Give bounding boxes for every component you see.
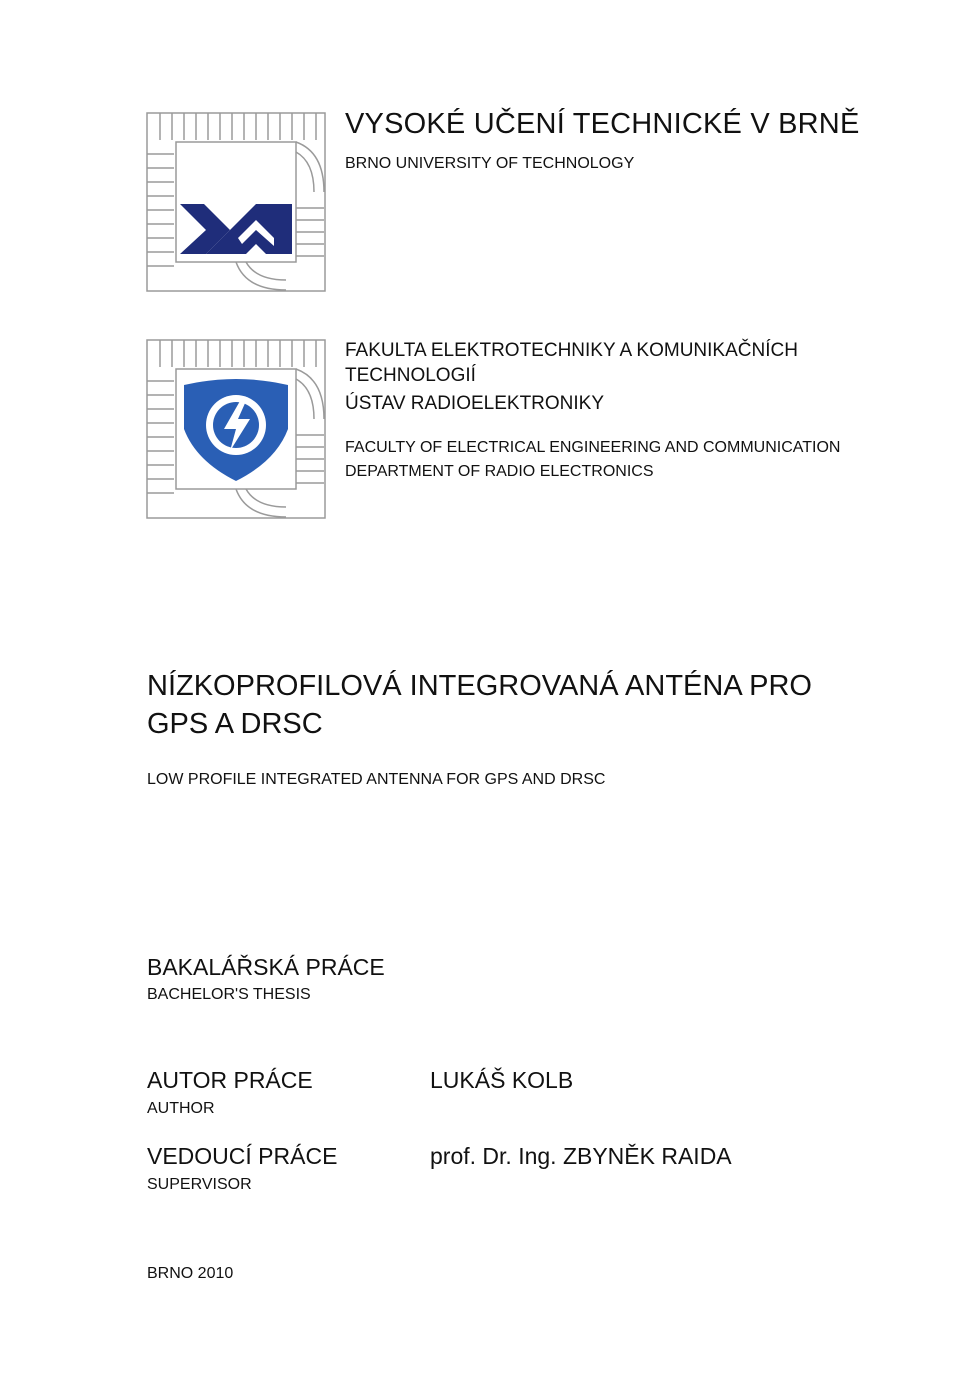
- author-label: AUTOR PRÁCE: [147, 1067, 313, 1093]
- thesis-title-cz-line2: GPS A DRSC: [147, 708, 323, 740]
- author-name: LUKÁŠ KOLB: [430, 1067, 574, 1093]
- place-year: BRNO 2010: [147, 1265, 234, 1282]
- thesis-title-en: LOW PROFILE INTEGRATED ANTENNA FOR GPS AND DRSC: [147, 771, 606, 788]
- faculty-name-line1: FAKULTA ELEKTROTECHNIKY A KOMUNIKAČNÍCH: [345, 340, 798, 361]
- author-label-en: AUTHOR: [147, 1100, 215, 1117]
- department-name: ÚSTAV RADIOELEKTRONIKY: [345, 393, 605, 414]
- fekt-shield-lightning-icon: [146, 339, 328, 521]
- thesis-title-cz-line1: NÍZKOPROFILOVÁ INTEGROVANÁ ANTÉNA PRO: [147, 670, 812, 702]
- university-name-en: BRNO UNIVERSITY OF TECHNOLOGY: [345, 155, 635, 172]
- supervisor-name: prof. Dr. Ing. ZBYNĚK RAIDA: [430, 1143, 732, 1169]
- vut-logo-icon: [146, 112, 328, 294]
- thesis-type-en: BACHELOR'S THESIS: [147, 986, 311, 1003]
- faculty-name-line2: TECHNOLOGIÍ: [345, 365, 476, 386]
- faculty-name-en: FACULTY OF ELECTRICAL ENGINEERING AND COMMUNICATION: [345, 439, 841, 456]
- supervisor-label-en: SUPERVISOR: [147, 1176, 252, 1193]
- department-name-en: DEPARTMENT OF RADIO ELECTRONICS: [345, 463, 654, 480]
- thesis-type-cz: BAKALÁŘSKÁ PRÁCE: [147, 954, 385, 980]
- university-name: VYSOKÉ UČENÍ TECHNICKÉ V BRNĚ: [345, 108, 860, 140]
- supervisor-label: VEDOUCÍ PRÁCE: [147, 1143, 338, 1169]
